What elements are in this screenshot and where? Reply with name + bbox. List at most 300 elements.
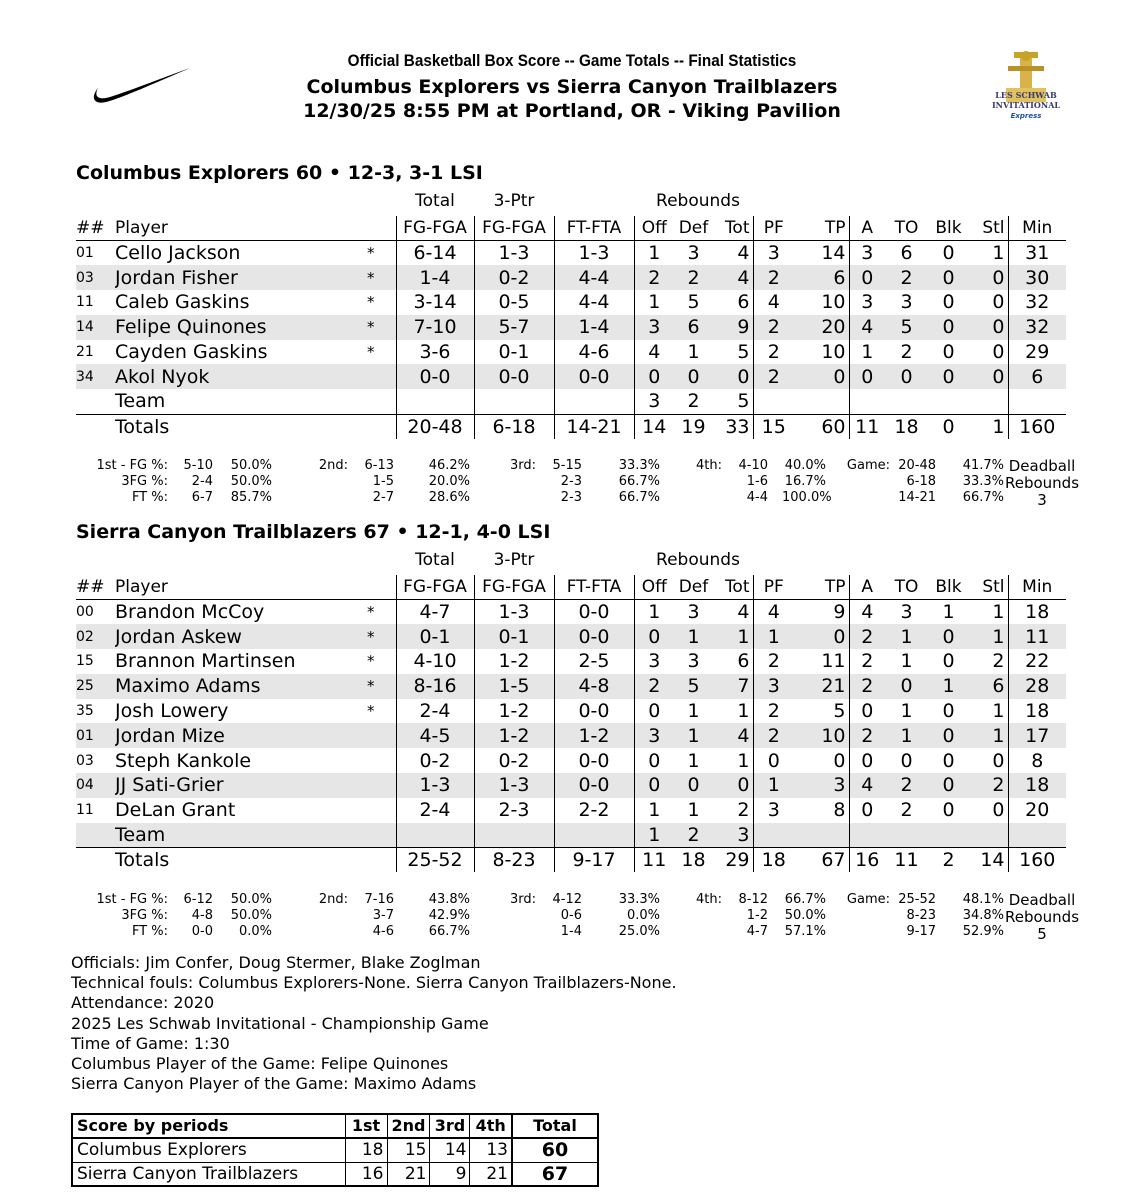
score-q1: 16 bbox=[345, 1162, 387, 1186]
quarter-made-attempted: 6-7 bbox=[191, 490, 213, 505]
stat-fg: 25-52 bbox=[396, 847, 474, 872]
score-header-1st: 1st bbox=[345, 1114, 387, 1138]
quarter-made-attempted: 6-13 bbox=[364, 458, 394, 473]
col-header-spacer bbox=[367, 575, 396, 600]
stat-ft: 0-0 bbox=[554, 600, 634, 625]
stat-turnovers: 1 bbox=[885, 723, 928, 748]
quarter-made-attempted: 1-4 bbox=[560, 924, 582, 939]
stat-pf: 2 bbox=[753, 265, 794, 290]
stat-steals: 1 bbox=[969, 414, 1008, 439]
stat-points: 10 bbox=[821, 341, 846, 364]
stat-steals: 1 bbox=[969, 723, 1008, 748]
stat-steals: 0 bbox=[969, 315, 1008, 340]
stat-pf: 2 bbox=[753, 340, 794, 365]
quarter-percentage: 50.0% bbox=[230, 458, 272, 473]
stat-def-reb: 0 bbox=[674, 773, 713, 798]
col-header-to: TO bbox=[885, 216, 928, 241]
player-name: Felipe Quinones bbox=[115, 315, 367, 340]
quarter-made-attempted: 20-48 bbox=[898, 458, 936, 473]
col-header-ft: FT-FTA bbox=[554, 216, 634, 241]
stat-points bbox=[794, 823, 849, 848]
player-number: 03 bbox=[76, 752, 94, 769]
stat-minutes: 18 bbox=[1008, 600, 1066, 625]
stat-steals: 0 bbox=[992, 341, 1005, 364]
stat-def-reb: 3 bbox=[687, 601, 700, 624]
stat-points: 10 bbox=[794, 723, 849, 748]
header-matchup: Columbus Explorers vs Sierra Canyon Trailblazers bbox=[306, 76, 838, 98]
col-header-3pt: FG-FGA bbox=[474, 575, 554, 600]
stat-3pt: 0-2 bbox=[474, 748, 554, 773]
quarter-made-attempted: 6-12 bbox=[183, 892, 213, 907]
stat-turnovers bbox=[885, 389, 928, 414]
stat-assists: 2 bbox=[849, 723, 885, 748]
stat-3pt: 6-18 bbox=[474, 414, 554, 439]
stat-def-reb: 1 bbox=[674, 723, 713, 748]
quarter-percentage: 66.7% bbox=[784, 892, 826, 907]
deadball-value: 5 bbox=[1037, 925, 1047, 943]
col-header-off: Off bbox=[634, 575, 674, 600]
stat-turnovers: 0 bbox=[900, 749, 913, 772]
starter-marker: * bbox=[367, 265, 396, 290]
totals-label: Totals bbox=[115, 414, 367, 439]
stat-minutes: 6 bbox=[1008, 364, 1066, 389]
stat-turnovers: 2 bbox=[885, 773, 928, 798]
stat-turnovers: 0 bbox=[885, 364, 928, 389]
stat-def-reb: 2 bbox=[687, 390, 700, 413]
deadball-label: Deadball bbox=[1008, 891, 1076, 909]
stat-def-reb: 5 bbox=[674, 674, 713, 699]
stat-blocks: 0 bbox=[942, 700, 955, 723]
quarter-percentage: 33.3% bbox=[618, 458, 660, 473]
player-number: 03 bbox=[76, 265, 115, 290]
stat-3pt: 1-2 bbox=[474, 699, 554, 724]
player-row bbox=[76, 773, 1066, 798]
stat-3pt: 1-3 bbox=[474, 773, 554, 798]
stat-def-reb: 0 bbox=[674, 364, 713, 389]
player-number: 02 bbox=[76, 624, 115, 649]
score-header-label: Score by periods bbox=[72, 1114, 345, 1138]
stat-minutes bbox=[1008, 823, 1066, 848]
quarter-percentage: 66.7% bbox=[428, 924, 470, 939]
stat-points: 10 bbox=[821, 291, 846, 314]
stat-tot-reb: 5 bbox=[737, 341, 750, 364]
stat-ft: 1-2 bbox=[554, 723, 634, 748]
col-header-blk: Blk bbox=[928, 575, 969, 600]
score-header-4th: 4th bbox=[470, 1114, 512, 1138]
stat-3pt: 1-2 bbox=[474, 723, 554, 748]
stat-assists bbox=[849, 389, 885, 414]
stat-ft: 2-5 bbox=[554, 649, 634, 674]
player-number: 11 bbox=[76, 294, 94, 311]
col-header-spacer bbox=[367, 216, 396, 241]
col-header-def: Def bbox=[674, 575, 713, 600]
quarter-percentage: 50.0% bbox=[784, 908, 826, 923]
col-header-blk: Blk bbox=[928, 216, 969, 241]
stat-3pt: 1-3 bbox=[474, 600, 554, 625]
player-row bbox=[76, 364, 1066, 389]
starter-marker: * bbox=[367, 652, 375, 671]
note-sierra-potg: Sierra Canyon Player of the Game: Maximo Adams bbox=[71, 1074, 477, 1094]
stat-pf: 2 bbox=[753, 364, 794, 389]
player-row bbox=[76, 600, 1066, 625]
quarter-label-ft: FT %: bbox=[131, 924, 168, 939]
group-3ptr: 3-Ptr bbox=[493, 550, 535, 570]
stat-off-reb: 1 bbox=[634, 600, 674, 625]
stat-points: 0 bbox=[794, 624, 849, 649]
col-header-tot: Tot bbox=[713, 216, 753, 241]
group-3ptr: 3-Ptr bbox=[493, 191, 535, 211]
team-row-label: Team bbox=[115, 390, 166, 413]
stat-blocks: 0 bbox=[942, 799, 955, 822]
player-number: 21 bbox=[76, 344, 94, 361]
col-header-tp: TP bbox=[794, 575, 849, 600]
stat-assists: 11 bbox=[849, 414, 885, 439]
quarter-percentage: 100.0% bbox=[782, 490, 832, 505]
stat-minutes: 17 bbox=[1008, 723, 1066, 748]
player-name: JJ Sati-Grier bbox=[115, 773, 367, 798]
stat-assists: 3 bbox=[849, 290, 885, 315]
stat-fg: 4-5 bbox=[396, 723, 474, 748]
stat-steals bbox=[969, 823, 1008, 848]
group-rebounds: Rebounds bbox=[656, 550, 740, 570]
stat-fg: 0-0 bbox=[396, 364, 474, 389]
stat-tot-reb: 4 bbox=[737, 242, 750, 265]
starter-marker: * bbox=[367, 702, 375, 721]
stat-steals: 6 bbox=[969, 674, 1008, 699]
quarter-made-attempted: 5-10 bbox=[183, 458, 213, 473]
stat-fg: 0-1 bbox=[396, 624, 474, 649]
stat-def-reb: 3 bbox=[687, 650, 700, 673]
stat-blocks: 0 bbox=[942, 650, 955, 673]
player-row bbox=[76, 290, 1066, 315]
team-row-spacer bbox=[76, 389, 115, 414]
quarter-label: 3rd: bbox=[509, 892, 536, 907]
quarter-percentage: 25.0% bbox=[618, 924, 660, 939]
stat-steals: 0 bbox=[992, 799, 1005, 822]
quarter-made-attempted: 1-6 bbox=[746, 474, 768, 489]
quarter-percentage: 0.0% bbox=[238, 924, 272, 939]
totals-spacer bbox=[367, 414, 396, 439]
stat-minutes: 18 bbox=[1008, 699, 1066, 724]
score-q3: 9 bbox=[430, 1162, 470, 1186]
stat-assists: 4 bbox=[849, 773, 885, 798]
score-q1: 18 bbox=[345, 1138, 387, 1162]
stat-fg: 1-4 bbox=[396, 265, 474, 290]
col-header-fg: FG-FGA bbox=[396, 216, 474, 241]
stat-3pt: 0-1 bbox=[474, 340, 554, 365]
stat-ft: 4-8 bbox=[554, 674, 634, 699]
deadball-label-2: Rebounds bbox=[1004, 474, 1080, 492]
stat-turnovers: 0 bbox=[885, 674, 928, 699]
player-number: 25 bbox=[76, 674, 115, 699]
stat-off-reb: 1 bbox=[634, 798, 674, 823]
stat-assists: 4 bbox=[849, 600, 885, 625]
stat-blocks: 0 bbox=[942, 242, 955, 265]
player-row bbox=[76, 748, 1066, 773]
stat-assists bbox=[849, 823, 885, 848]
column-header-row bbox=[76, 216, 1066, 241]
stat-steals: 1 bbox=[992, 700, 1005, 723]
note-attendance: Attendance: 2020 bbox=[71, 993, 215, 1013]
stat-off-reb: 1 bbox=[634, 241, 674, 266]
team-rebounds-row bbox=[76, 389, 1066, 414]
quarter-made-attempted: 9-17 bbox=[906, 924, 936, 939]
stat-off-reb: 0 bbox=[634, 364, 674, 389]
stat-turnovers: 11 bbox=[885, 847, 928, 872]
player-row bbox=[76, 723, 1066, 748]
starter-marker: * bbox=[367, 674, 396, 699]
stat-tot-reb: 4 bbox=[713, 723, 753, 748]
quarter-percentage: 48.1% bbox=[962, 892, 1004, 907]
quarter-percentage: 50.0% bbox=[230, 474, 272, 489]
stat-pf: 2 bbox=[753, 723, 794, 748]
col-header-stl: Stl bbox=[969, 575, 1008, 600]
quarter-percentage: 41.7% bbox=[962, 458, 1004, 473]
stat-ft: 9-17 bbox=[554, 847, 634, 872]
quarter-label: Game: bbox=[846, 892, 890, 907]
starter-marker: * bbox=[367, 244, 375, 263]
stat-def-reb: 5 bbox=[687, 291, 700, 314]
stat-blocks bbox=[928, 389, 969, 414]
quarter-made-attempted: 4-6 bbox=[372, 924, 394, 939]
stat-pf: 3 bbox=[753, 241, 794, 266]
stat-fg: 2-4 bbox=[396, 798, 474, 823]
player-row bbox=[76, 315, 1066, 340]
stat-fg bbox=[396, 823, 474, 848]
stat-blocks: 0 bbox=[928, 315, 969, 340]
stat-fg: 7-10 bbox=[396, 315, 474, 340]
group-rebounds: Rebounds bbox=[656, 191, 740, 211]
stat-off-reb: 1 bbox=[634, 290, 674, 315]
quarter-made-attempted: 1-2 bbox=[746, 908, 768, 923]
stat-fg: 6-14 bbox=[396, 241, 474, 266]
stat-pf: 4 bbox=[753, 290, 794, 315]
player-name: Jordan Fisher bbox=[115, 265, 367, 290]
player-name: Akol Nyok bbox=[115, 364, 367, 389]
stat-pf: 18 bbox=[753, 847, 794, 872]
col-header-to: TO bbox=[885, 575, 928, 600]
header-date-venue: 12/30/25 8:55 PM at Portland, OR - Viking Pavilion bbox=[303, 100, 841, 122]
stat-points: 5 bbox=[833, 700, 846, 723]
stat-assists: 16 bbox=[849, 847, 885, 872]
stat-def-reb: 1 bbox=[687, 749, 700, 772]
stat-steals: 0 bbox=[969, 364, 1008, 389]
col-header-num: ## bbox=[76, 216, 115, 241]
stat-assists: 0 bbox=[849, 748, 885, 773]
starter-marker: * bbox=[367, 293, 375, 312]
player-name: Brandon McCoy bbox=[115, 601, 265, 624]
stat-off-reb: 4 bbox=[634, 340, 674, 365]
stat-def-reb: 2 bbox=[674, 823, 713, 848]
starter-marker: * bbox=[367, 343, 375, 362]
totals-spacer bbox=[76, 414, 115, 439]
score-row bbox=[72, 1138, 598, 1162]
group-total: Total bbox=[415, 191, 455, 211]
score-header-3rd: 3rd bbox=[430, 1114, 470, 1138]
note-columbus-potg: Columbus Player of the Game: Felipe Quinones bbox=[71, 1054, 449, 1074]
quarter-made-attempted: 6-18 bbox=[906, 474, 936, 489]
stat-off-reb: 0 bbox=[634, 624, 674, 649]
totals-label: Totals bbox=[115, 847, 367, 872]
quarter-made-attempted: 4-7 bbox=[746, 924, 768, 939]
stat-off-reb: 1 bbox=[634, 823, 674, 848]
col-header-pf: PF bbox=[753, 575, 794, 600]
stat-def-reb: 6 bbox=[674, 315, 713, 340]
stat-turnovers: 18 bbox=[885, 414, 928, 439]
stat-tot-reb: 0 bbox=[713, 773, 753, 798]
stat-assists: 2 bbox=[849, 649, 885, 674]
stat-3pt bbox=[474, 389, 554, 414]
stat-fg: 20-48 bbox=[396, 414, 474, 439]
stat-tot-reb: 9 bbox=[713, 315, 753, 340]
stat-turnovers: 3 bbox=[900, 291, 913, 314]
player-row bbox=[76, 699, 1066, 724]
stat-minutes: 32 bbox=[1008, 290, 1066, 315]
col-header-tp: TP bbox=[794, 216, 849, 241]
player-row bbox=[76, 241, 1066, 266]
note-time-of-game: Time of Game: 1:30 bbox=[71, 1033, 230, 1053]
stat-assists: 1 bbox=[849, 340, 885, 365]
stat-def-reb: 1 bbox=[687, 341, 700, 364]
stat-ft bbox=[554, 389, 634, 414]
quarter-percentage: 85.7% bbox=[230, 490, 272, 505]
quarter-made-attempted: 2-4 bbox=[191, 474, 213, 489]
col-header-stl: Stl bbox=[969, 216, 1008, 241]
stat-ft: 4-4 bbox=[554, 290, 634, 315]
stat-tot-reb: 1 bbox=[737, 700, 750, 723]
quarter-made-attempted: 3-7 bbox=[372, 908, 394, 923]
stat-turnovers: 5 bbox=[885, 315, 928, 340]
score-by-periods-table bbox=[71, 1113, 599, 1187]
quarter-percentage: 66.7% bbox=[962, 490, 1004, 505]
score-header-2nd: 2nd bbox=[387, 1114, 430, 1138]
score-total: 67 bbox=[512, 1162, 598, 1186]
stat-turnovers bbox=[885, 823, 928, 848]
stat-def-reb: 19 bbox=[674, 414, 713, 439]
score-total: 60 bbox=[512, 1138, 598, 1162]
player-number: 34 bbox=[76, 364, 115, 389]
quarter-made-attempted: 8-23 bbox=[906, 908, 936, 923]
stat-steals: 0 bbox=[992, 749, 1005, 772]
team-row-spacer bbox=[76, 823, 115, 848]
quarter-made-attempted: 25-52 bbox=[898, 892, 936, 907]
quarter-percentage: 57.1% bbox=[784, 924, 826, 939]
stat-steals: 1 bbox=[969, 624, 1008, 649]
stat-blocks: 1 bbox=[928, 674, 969, 699]
quarter-percentage: 28.6% bbox=[428, 490, 470, 505]
score-header-total: Total bbox=[512, 1114, 598, 1138]
col-header-min: Min bbox=[1008, 216, 1066, 241]
quarter-percentage: 52.9% bbox=[962, 924, 1004, 939]
col-header-tot: Tot bbox=[713, 575, 753, 600]
quarter-percentage: 0.0% bbox=[626, 908, 660, 923]
player-number: 04 bbox=[76, 773, 115, 798]
score-q4: 21 bbox=[470, 1162, 512, 1186]
stat-tot-reb: 4 bbox=[713, 265, 753, 290]
col-header-def: Def bbox=[674, 216, 713, 241]
deadball-label-2: Rebounds bbox=[1004, 908, 1080, 926]
quarter-label-3fg: 3FG %: bbox=[121, 908, 168, 923]
stat-3pt: 0-5 bbox=[474, 290, 554, 315]
quarter-label: 2nd: bbox=[318, 458, 348, 473]
stat-def-reb: 18 bbox=[674, 847, 713, 872]
stat-minutes: 8 bbox=[1008, 748, 1066, 773]
quarter-made-attempted: 8-12 bbox=[738, 892, 768, 907]
stat-ft: 0-0 bbox=[554, 364, 634, 389]
player-name: Cayden Gaskins bbox=[115, 341, 268, 364]
stat-ft: 14-21 bbox=[554, 414, 634, 439]
stat-points: 0 bbox=[794, 364, 849, 389]
stat-blocks: 2 bbox=[928, 847, 969, 872]
quarter-made-attempted: 4-12 bbox=[552, 892, 582, 907]
col-header-player: Player bbox=[115, 216, 367, 241]
team-title-columbus: Columbus Explorers 60 • 12-3, 3-1 LSI bbox=[76, 162, 483, 184]
stat-pf: 2 bbox=[753, 649, 794, 674]
quarter-percentage: 50.0% bbox=[230, 908, 272, 923]
quarter-stats-columbus bbox=[76, 458, 1076, 506]
stat-tot-reb: 1 bbox=[737, 749, 750, 772]
logo-text-2: INVITATIONAL bbox=[991, 100, 1061, 110]
stat-minutes: 31 bbox=[1008, 241, 1066, 266]
stat-ft: 1-4 bbox=[554, 315, 634, 340]
stat-blocks: 0 bbox=[928, 265, 969, 290]
score-team-name: Sierra Canyon Trailblazers bbox=[72, 1162, 345, 1186]
stat-fg: 4-7 bbox=[396, 600, 474, 625]
stat-pf: 1 bbox=[753, 624, 794, 649]
stat-blocks: 0 bbox=[942, 291, 955, 314]
player-name: DeLan Grant bbox=[115, 799, 236, 822]
stat-tot-reb: 4 bbox=[737, 601, 750, 624]
stat-turnovers: 2 bbox=[900, 799, 913, 822]
stat-pf: 4 bbox=[753, 600, 794, 625]
quarter-percentage: 40.0% bbox=[784, 458, 826, 473]
quarter-made-attempted: 14-21 bbox=[898, 490, 936, 505]
stat-pf: 2 bbox=[753, 699, 794, 724]
stat-blocks: 0 bbox=[942, 341, 955, 364]
stat-off-reb: 2 bbox=[634, 674, 674, 699]
stat-minutes: 22 bbox=[1008, 649, 1066, 674]
deadball-rebounds-columbus bbox=[994, 458, 1090, 509]
column-header-row bbox=[76, 575, 1066, 600]
quarter-made-attempted: 2-3 bbox=[560, 490, 582, 505]
player-row bbox=[76, 798, 1066, 823]
game-notes bbox=[71, 953, 677, 1094]
stat-minutes: 18 bbox=[1008, 773, 1066, 798]
stat-ft: 0-0 bbox=[554, 699, 634, 724]
team-title-sierra-canyon: Sierra Canyon Trailblazers 67 • 12-1, 4-0 LSI bbox=[76, 521, 551, 543]
stat-ft: 4-4 bbox=[554, 265, 634, 290]
quarter-percentage: 66.7% bbox=[618, 490, 660, 505]
player-name: Steph Kankole bbox=[115, 749, 252, 772]
stat-ft bbox=[554, 823, 634, 848]
stat-minutes: 160 bbox=[1008, 847, 1066, 872]
quarter-label: 4th: bbox=[696, 458, 722, 473]
col-header-fg: FG-FGA bbox=[396, 575, 474, 600]
score-q3: 14 bbox=[430, 1138, 470, 1162]
group-total: Total bbox=[415, 550, 455, 570]
stat-def-reb: 3 bbox=[687, 242, 700, 265]
stat-def-reb: 2 bbox=[674, 265, 713, 290]
quarter-percentage: 16.7% bbox=[784, 474, 826, 489]
stat-fg: 3-6 bbox=[396, 340, 474, 365]
quarter-percentage: 50.0% bbox=[230, 892, 272, 907]
stat-turnovers: 1 bbox=[885, 624, 928, 649]
stat-points: 14 bbox=[821, 242, 846, 265]
score-q2: 15 bbox=[387, 1138, 430, 1162]
stat-tot-reb: 0 bbox=[713, 364, 753, 389]
stat-steals bbox=[969, 389, 1008, 414]
starter-marker bbox=[367, 798, 396, 823]
